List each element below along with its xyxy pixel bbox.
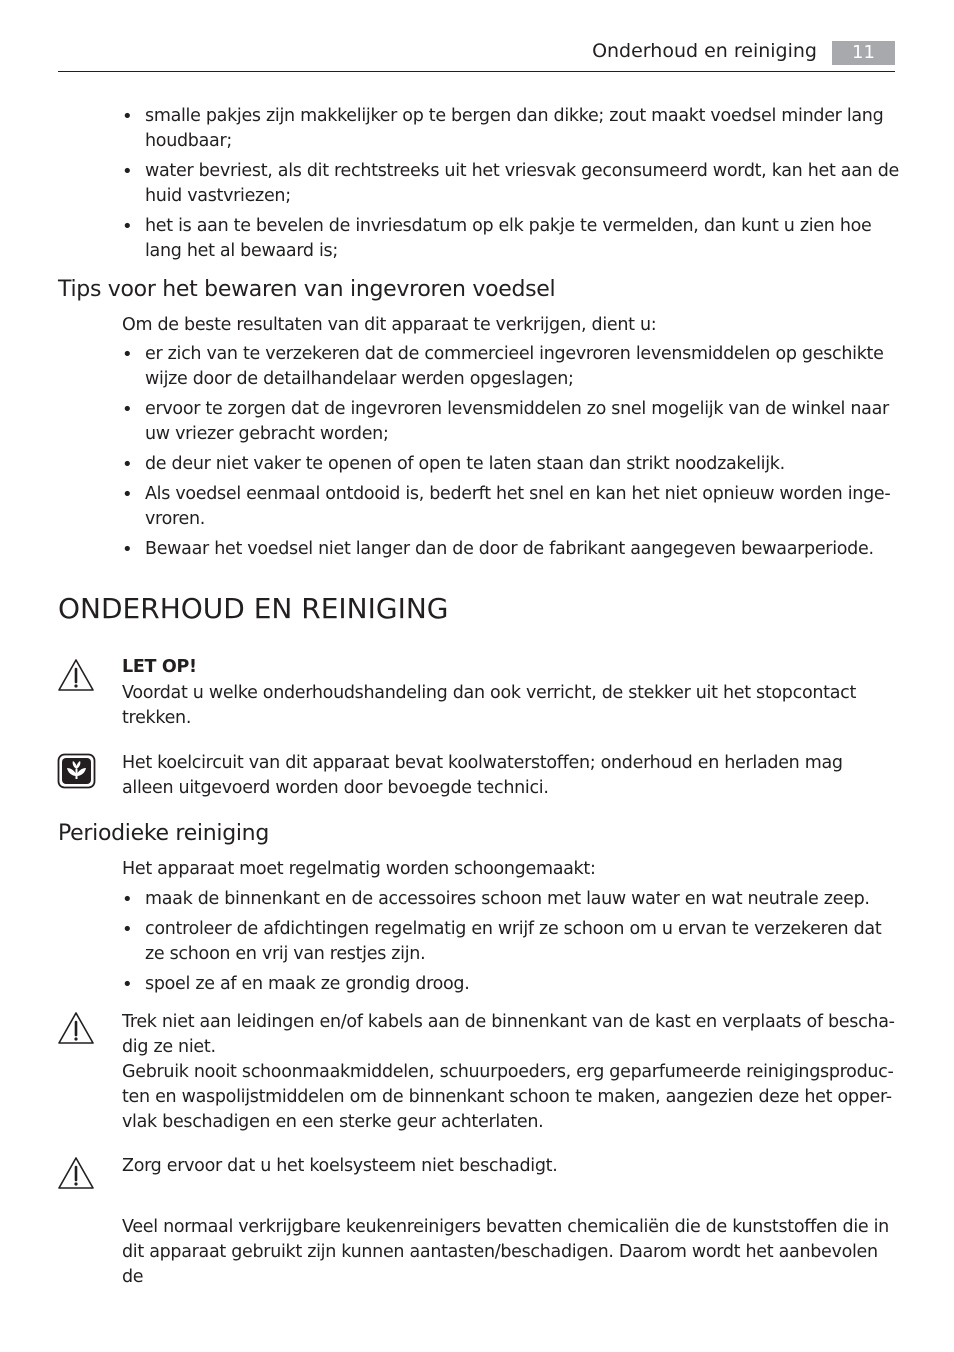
list-item: • Als voedsel eenmaal ontdooid is, bederft het snel en kan het niet opnieuw worden inge-vroren. (122, 482, 902, 532)
section-title: ONDERHOUD EN REINIGING (58, 592, 449, 625)
tips-bullet-list (122, 342, 902, 562)
warning-cleaners-text: Gebruik nooit schoonmaakmiddelen, schuurpoeders, erg geparfumeerde reinigingsproduc-ten en waspolijstmiddelen om de binnenkant schoon te maken, aangezien deze het opper-vlak beschadigen en een sterke geur achterlaten. (122, 1062, 894, 1132)
warning-cooling-text: Zorg ervoor dat u het koelsysteem niet beschadigt. (122, 1156, 558, 1176)
list-item: • ervoor te zorgen dat de ingevroren levensmiddelen zo snel mogelijk van de winkel naar uw vriezer gebracht worden; (122, 397, 902, 447)
periodic-heading: Periodieke reiniging (58, 821, 269, 846)
periodic-bullet-list (122, 887, 902, 997)
list-item: • er zich van te verzekeren dat de commercieel ingevroren levensmiddelen op geschikte wijze door de detailhandelaar werden opgeslagen; (122, 342, 902, 392)
list-item: • de deur niet vaker te openen of open te laten staan dan strikt noodzakelijk. (122, 452, 902, 477)
periodic-intro: Het apparaat moet regelmatig worden schoongemaakt: (122, 859, 596, 879)
warning-triangle-icon (57, 1011, 95, 1045)
page-header (58, 38, 895, 72)
list-item: • het is aan te bevelen de invriesdatum op elk pakje te vermelden, dan kunt u zien hoe lang het al bewaard is; (122, 214, 902, 264)
list-item: • water bevriest, als dit rechtstreeks uit het vriesvak geconsumeerd wordt, kan het aan de huid vastvriezen; (122, 159, 902, 209)
running-title: Onderhoud en reiniging (592, 40, 817, 62)
page-number: 11 (832, 41, 895, 65)
environment-text: Het koelcircuit van dit apparaat bevat koolwaterstoffen; onderhoud en herladen mag alleen uitgevoerd worden door bevoegde technici. (122, 753, 843, 798)
list-item: • maak de binnenkant en de accessoires schoon met lauw water en wat neutrale zeep. (122, 887, 902, 912)
list-item: • controleer de afdichtingen regelmatig en wrijf ze schoon om u ervan te verzekeren dat ze schoon en vrij van restjes zijn. (122, 917, 902, 967)
caution-text: Voordat u welke onderhoudshandeling dan ook verricht, de stekker uit het stopcontact trekken. (122, 683, 857, 728)
closing-paragraph: Veel normaal verkrijgbare keukenreinigers bevatten chemicaliën die de kunststoffen die in dit apparaat gebruikt zijn kunnen aantasten/beschadigen. Daarom wordt het aanbevolen de (122, 1217, 889, 1287)
warning-cables-text: Trek niet aan leidingen en/of kabels aan de binnenkant van de kast en verplaats of bescha-dig ze niet. (122, 1012, 895, 1057)
list-item: • Bewaar het voedsel niet langer dan de door de fabrikant aangegeven bewaarperiode. (122, 537, 902, 562)
intro-bullet-list (122, 104, 902, 264)
list-item: • spoel ze af en maak ze grondig droog. (122, 972, 902, 997)
warning-triangle-icon (57, 658, 95, 692)
tips-intro: Om de beste resultaten van dit apparaat te verkrijgen, dient u: (122, 315, 657, 335)
caution-label: LET OP! (122, 657, 197, 677)
environment-flower-icon (57, 753, 96, 789)
warning-triangle-icon (57, 1156, 95, 1190)
list-item: • smalle pakjes zijn makkelijker op te bergen dan dikke; zout maakt voedsel minder lang houdbaar; (122, 104, 902, 154)
tips-heading: Tips voor het bewaren van ingevroren voedsel (58, 277, 556, 302)
